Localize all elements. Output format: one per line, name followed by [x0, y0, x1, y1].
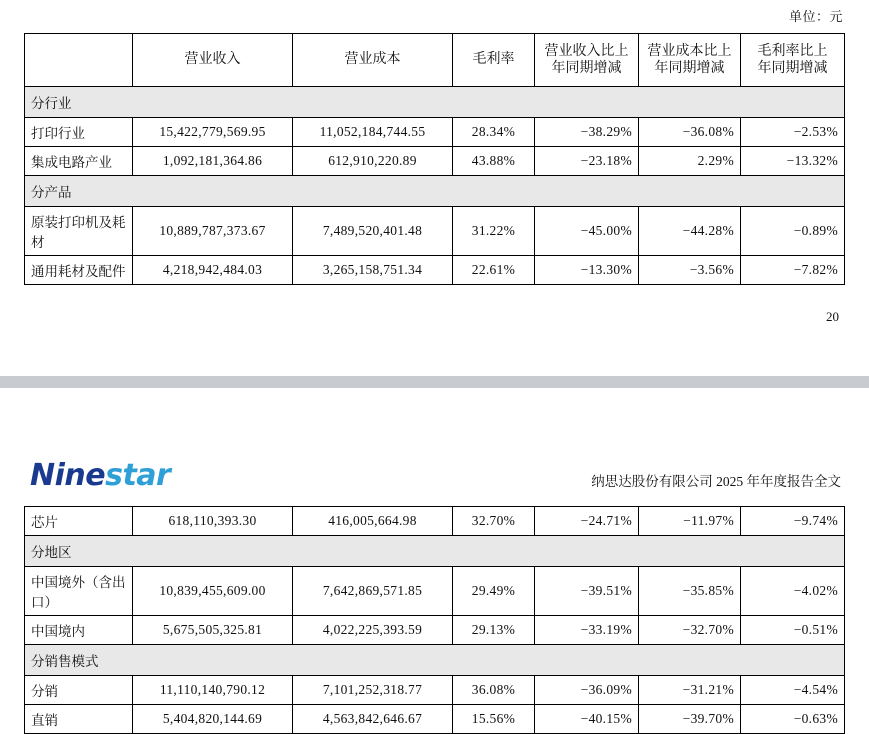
row-gross-margin: 36.08%	[453, 676, 535, 705]
row-margin-change: −7.82%	[741, 256, 845, 285]
row-cost-change: −3.56%	[639, 256, 741, 285]
row-label: 中国境外（含出口）	[25, 567, 133, 616]
row-revenue: 4,218,942,484.03	[133, 256, 293, 285]
row-cost-change: −36.08%	[639, 118, 741, 147]
table-section-row	[25, 536, 845, 567]
table-row	[25, 616, 845, 645]
table-row	[25, 118, 845, 147]
row-cost: 7,489,520,401.48	[293, 207, 453, 256]
row-revenue: 15,422,779,569.95	[133, 118, 293, 147]
row-cost: 7,642,869,571.85	[293, 567, 453, 616]
header-cell-cost-change	[639, 34, 741, 87]
row-cost-change: −11.97%	[639, 507, 741, 536]
header-cell-revenue: 营业收入	[133, 34, 293, 87]
row-label: 直销	[25, 705, 133, 734]
row-margin-change: −0.51%	[741, 616, 845, 645]
row-label: 原装打印机及耗材	[25, 207, 133, 256]
page-separator	[0, 376, 869, 388]
row-gross-margin: 22.61%	[453, 256, 535, 285]
row-cost-change: −44.28%	[639, 207, 741, 256]
document-page-2	[0, 388, 869, 728]
row-gross-margin: 31.22%	[453, 207, 535, 256]
header-cell-margin-change	[741, 34, 845, 87]
row-cost-change: −31.21%	[639, 676, 741, 705]
row-label: 集成电路产业	[25, 147, 133, 176]
unit-note: 单位：元	[788, 9, 843, 24]
table-row	[25, 207, 845, 256]
table-header-row	[25, 34, 845, 87]
row-revenue: 618,110,393.30	[133, 507, 293, 536]
page-number: 20	[826, 309, 839, 324]
row-cost: 3,265,158,751.34	[293, 256, 453, 285]
row-revenue: 5,404,820,144.69	[133, 705, 293, 734]
row-gross-margin: 28.34%	[453, 118, 535, 147]
row-cost: 4,022,225,393.59	[293, 616, 453, 645]
table-row	[25, 705, 845, 734]
row-gross-margin: 29.49%	[453, 567, 535, 616]
row-revenue-change: −38.29%	[535, 118, 639, 147]
row-margin-change: −4.54%	[741, 676, 845, 705]
header-cell-blank	[25, 34, 133, 87]
table-row	[25, 567, 845, 616]
row-cost: 4,563,842,646.67	[293, 705, 453, 734]
row-revenue: 5,675,505,325.81	[133, 616, 293, 645]
row-label: 芯片	[25, 507, 133, 536]
row-revenue-change: −45.00%	[535, 207, 639, 256]
row-margin-change: −0.63%	[741, 705, 845, 734]
table-row	[25, 507, 845, 536]
row-label: 通用耗材及配件	[25, 256, 133, 285]
row-gross-margin: 15.56%	[453, 705, 535, 734]
table-section-row	[25, 645, 845, 676]
section-label: 分地区	[25, 536, 845, 567]
table-row	[25, 147, 845, 176]
logo-part-star: star	[105, 458, 171, 493]
row-revenue-change: −13.30%	[535, 256, 639, 285]
table-row	[25, 256, 845, 285]
row-revenue-change: −40.15%	[535, 705, 639, 734]
row-label: 分销	[25, 676, 133, 705]
section-label: 分行业	[25, 87, 845, 118]
row-label: 打印行业	[25, 118, 133, 147]
row-cost: 11,052,184,744.55	[293, 118, 453, 147]
row-revenue-change: −33.19%	[535, 616, 639, 645]
financial-table-top	[24, 33, 845, 285]
row-margin-change: −0.89%	[741, 207, 845, 256]
row-margin-change: −9.74%	[741, 507, 845, 536]
row-margin-change: −4.02%	[741, 567, 845, 616]
row-revenue: 10,839,455,609.00	[133, 567, 293, 616]
header-cell-cost: 营业成本	[293, 34, 453, 87]
logo-part-nine: Nine	[30, 458, 106, 493]
section-label: 分销售模式	[25, 645, 845, 676]
header-line-1: 营业成本比上	[647, 43, 732, 59]
section-label: 分产品	[25, 176, 845, 207]
table-section-row	[25, 176, 845, 207]
row-revenue-change: −36.09%	[535, 676, 639, 705]
ninestar-logo	[30, 458, 170, 493]
header-line-2: 年同期增减	[551, 61, 622, 76]
table-section-row	[25, 87, 845, 118]
row-revenue-change: −23.18%	[535, 147, 639, 176]
header-line-1: 营业收入比上	[544, 43, 629, 59]
row-cost-change: −39.70%	[639, 705, 741, 734]
header-cell-revenue-change	[535, 34, 639, 87]
header-line-2: 年同期增减	[757, 61, 828, 76]
financial-table-bottom	[24, 506, 845, 734]
row-gross-margin: 32.70%	[453, 507, 535, 536]
header-cell-gross-margin: 毛利率	[453, 34, 535, 87]
row-label: 中国境内	[25, 616, 133, 645]
row-cost-change: 2.29%	[639, 147, 741, 176]
row-cost: 416,005,664.98	[293, 507, 453, 536]
report-header-title: 纳思达股份有限公司 2025 年年度报告全文	[591, 474, 841, 489]
page-header	[0, 450, 869, 502]
row-revenue-change: −24.71%	[535, 507, 639, 536]
table-row	[25, 676, 845, 705]
row-gross-margin: 29.13%	[453, 616, 535, 645]
row-cost: 7,101,252,318.77	[293, 676, 453, 705]
row-revenue: 1,092,181,364.86	[133, 147, 293, 176]
row-revenue: 11,110,140,790.12	[133, 676, 293, 705]
row-margin-change: −2.53%	[741, 118, 845, 147]
row-cost-change: −35.85%	[639, 567, 741, 616]
row-cost-change: −32.70%	[639, 616, 741, 645]
header-line-1: 毛利率比上	[757, 43, 828, 59]
header-line-2: 年同期增减	[654, 61, 725, 76]
row-gross-margin: 43.88%	[453, 147, 535, 176]
row-margin-change: −13.32%	[741, 147, 845, 176]
row-revenue-change: −39.51%	[535, 567, 639, 616]
row-revenue: 10,889,787,373.67	[133, 207, 293, 256]
row-cost: 612,910,220.89	[293, 147, 453, 176]
